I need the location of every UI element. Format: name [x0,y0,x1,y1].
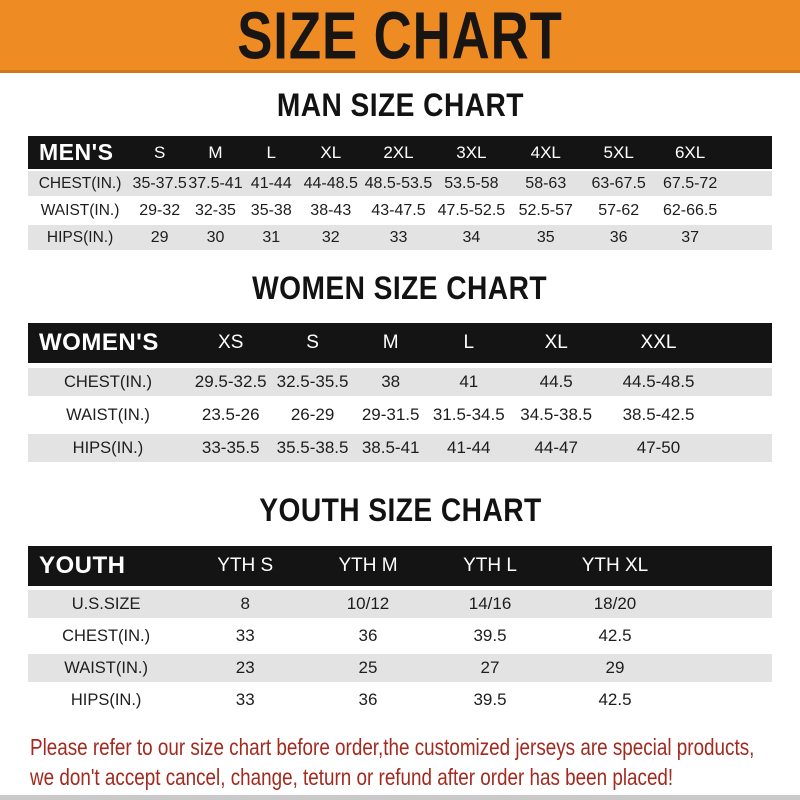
youth-section-heading [0,493,800,527]
value-cell: 33 [235,690,255,709]
value-cell: 38.5-42.5 [622,405,695,424]
value-cell: 25 [358,658,378,677]
value-cell: 31.5-34.5 [432,405,505,424]
youth-size-col: YTH M [338,555,398,576]
women-size-col: M [382,332,399,353]
row-label: CHEST(IN.) [38,174,122,192]
value-cell: 33 [235,626,255,645]
size-chart-banner [0,0,800,73]
value-cell: 36 [358,690,378,709]
value-cell: 41-44 [447,438,491,457]
women-size-col: XS [218,332,244,353]
value-cell: 23.5-26 [201,405,260,424]
value-cell: 35-38 [250,201,292,219]
men-section-heading-text: MAN SIZE CHART [276,87,524,123]
men-size-col: 3XL [456,142,487,162]
women-waist-row [28,401,772,429]
value-cell: 32-35 [195,201,236,219]
row-label: U.S.SIZE [71,594,141,613]
footer-line-2: we don't accept cancel, change, teturn or refund after order has been placed! [30,764,674,790]
men-size-col: L [266,142,276,162]
value-cell: 44.5 [539,372,573,391]
value-cell: 58-63 [525,174,567,192]
footer-note [30,732,800,792]
value-cell: 41 [459,372,479,391]
value-cell: 37.5-41 [188,174,243,192]
value-cell: 34 [462,228,481,246]
women-section-heading [0,271,800,305]
value-cell: 39.5 [473,626,507,645]
youth-chest-row [28,622,772,650]
women-size-col: L [463,332,475,353]
value-cell: 42.5 [598,690,632,709]
men-size-col: M [208,142,223,162]
value-cell: 31 [262,228,281,246]
value-cell: 10/12 [346,594,390,613]
men-size-col: S [154,142,166,162]
value-cell: 39.5 [473,690,507,709]
row-label: WAIST(IN.) [64,658,148,677]
row-label: CHEST(IN.) [62,626,151,645]
women-size-table [28,323,772,462]
value-cell: 30 [206,228,225,246]
value-cell: 36 [358,626,378,645]
value-cell: 67.5-72 [662,174,718,192]
value-cell: 48.5-53.5 [364,174,433,192]
value-cell: 32 [321,228,340,246]
men-size-col: 6XL [674,142,706,162]
value-cell: 37 [681,228,699,246]
value-cell: 34.5-38.5 [520,405,593,424]
value-cell: 18/20 [593,594,637,613]
youth-size-table [28,546,772,714]
value-cell: 29-31.5 [361,405,420,424]
value-cell: 32.5-35.5 [276,372,349,391]
value-cell: 57-62 [598,201,640,219]
footer-line-1: Please refer to our size chart before order,the customized jerseys are special products, [30,734,755,760]
value-cell: 33 [389,228,408,246]
value-cell: 41-44 [250,174,292,192]
youth-waist-row [28,654,772,682]
men-chest-row [28,171,772,196]
youth-size-col: YTH S [217,555,274,576]
men-table-header-row [28,136,772,169]
men-section-heading [0,88,800,122]
youth-section-heading-text: YOUTH SIZE CHART [258,492,542,528]
youth-hips-row [28,686,772,714]
value-cell: 42.5 [598,626,632,645]
women-chest-row [28,368,772,396]
men-size-col: 5XL [603,142,634,162]
value-cell: 23 [235,658,255,677]
value-cell: 43-47.5 [371,201,426,219]
value-cell: 53.5-58 [444,174,499,192]
bottom-edge-strip [0,795,800,800]
men-waist-row [28,198,772,223]
value-cell: 8 [240,594,250,613]
youth-table-title: YOUTH [39,552,126,579]
value-cell: 38.5-41 [361,438,420,457]
value-cell: 33-35.5 [201,438,260,457]
value-cell: 14/16 [468,594,512,613]
value-cell: 35-37.5 [132,174,187,192]
value-cell: 44-48.5 [303,174,358,192]
women-section-heading-text: WOMEN SIZE CHART [252,270,548,306]
men-size-table [28,136,772,250]
men-table-title: MEN'S [39,139,114,165]
value-cell: 27 [480,658,500,677]
men-size-col: XL [320,142,342,162]
men-hips-row [28,225,772,250]
row-label: WAIST(IN.) [40,201,120,219]
value-cell: 44.5-48.5 [622,372,695,391]
value-cell: 29-32 [139,201,181,219]
value-cell: 52.5-57 [518,201,573,219]
value-cell: 47-50 [636,438,681,457]
value-cell: 29 [150,228,169,246]
value-cell: 29 [605,658,625,677]
value-cell: 62-66.5 [662,201,718,219]
value-cell: 35 [536,228,555,246]
youth-table-header-row [28,546,772,586]
value-cell: 29.5-32.5 [194,372,267,391]
women-table-header-row [28,323,772,363]
row-label: WAIST(IN.) [66,405,150,424]
value-cell: 26-29 [290,405,335,424]
women-table-title: WOMEN'S [39,329,159,356]
value-cell: 44-47 [534,438,578,457]
row-label: CHEST(IN.) [63,372,152,391]
men-size-col: 4XL [530,142,561,162]
value-cell: 36 [609,228,628,246]
women-size-col: XL [544,332,568,353]
youth-size-col: YTH XL [581,555,649,576]
youth-size-col: YTH L [463,555,517,576]
men-size-col: 2XL [383,142,414,162]
women-hips-row [28,434,772,462]
youth-ussize-row [28,590,772,618]
value-cell: 47.5-52.5 [437,201,506,219]
row-label: HIPS(IN.) [72,438,144,457]
women-size-col: S [306,332,319,353]
women-size-col: XXL [640,332,677,353]
value-cell: 38 [381,372,401,391]
row-label: HIPS(IN.) [46,228,114,246]
page-title: SIZE CHART [237,0,563,73]
row-label: HIPS(IN.) [70,690,142,709]
value-cell: 38-43 [310,201,352,219]
value-cell: 35.5-38.5 [276,438,349,457]
value-cell: 63-67.5 [591,174,646,192]
